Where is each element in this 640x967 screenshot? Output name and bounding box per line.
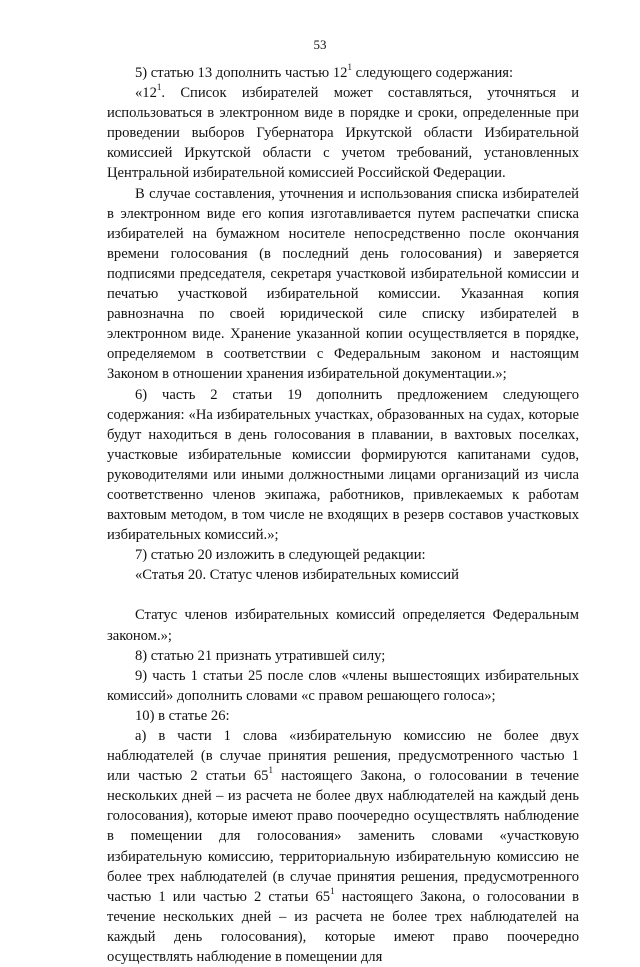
superscript: 1 — [268, 765, 273, 776]
text-run: В случае составления, уточнения и использования списка избирателей в электронном виде его копия изготавливается путем распечатки списка избирателей на бумажном носителе непосредственно после окончания времени голосования (в последний день голосования) и заверяется подписями председателя, секретаря участковой избирательной комиссии и печатью участковой избирательной комиссии. Указанная копия равнозначна по своей юридической силе списку избирателей в электронном виде. Хранение указанной копии осуществляется в порядке, определяемом в соответствии с Федеральным законом и настоящим Законом в отношении хранения избирательной документации.»; — [107, 185, 579, 383]
paragraph-p2 — [107, 83, 579, 183]
text-run: а) в части 1 слова «избирательную комиссию не более двух наблюдателей (в случае принятия решения, предусмотренного частью 1 или частью 2 статьи 65 — [107, 728, 579, 785]
paragraph-p10 — [107, 706, 579, 726]
paragraph-p7 — [107, 605, 579, 645]
paragraph-p9 — [107, 666, 579, 706]
text-run: 10) в статье 26: — [135, 707, 230, 724]
superscript: 1 — [347, 62, 352, 73]
paragraph-p1 — [107, 63, 579, 83]
text-run: настоящего Закона, о голосовании в течение нескольких дней – из расчета не более двух наблюдателей на каждый день голосования), которые имеют право поочередно осуществлять наблюдение в помещении для голосования» заменить словами «участковую избирательную комиссию, территориальную избирательную комиссию не более трех наблюдателей (в случае принятия решения, предусмотренного частью 1 или частью 2 статьи 65 — [107, 768, 579, 905]
page-number: 53 — [313, 37, 327, 52]
text-run: 9) часть 1 статьи 25 после слов «члены вышестоящих избирательных комиссий» дополнить словами «с правом решающего голоса»; — [107, 667, 579, 704]
paragraph-p11 — [107, 726, 579, 967]
paragraph-p4 — [107, 385, 579, 546]
paragraph-p8 — [107, 646, 579, 666]
text-run: 5) статью 13 дополнить частью 12 — [135, 65, 348, 81]
superscript: 1 — [330, 885, 335, 896]
text-run: 8) статью 21 признать утратившей силу; — [135, 647, 386, 664]
text-run: Статус членов избирательных комиссий определяется Федеральным законом.»; — [107, 607, 579, 644]
text-run: «12 — [135, 85, 157, 102]
document-body — [107, 63, 579, 967]
text-run: следующего содержания: — [351, 65, 514, 81]
text-run: настоящего Закона, о голосовании в течение нескольких дней – из расчета не более трех наблюдателей на каждый день голосования), которые имеют право поочередно осуществлять наблюдение в помещении для — [107, 888, 579, 966]
superscript: 1 — [156, 82, 162, 93]
paragraph-p5 — [107, 545, 579, 565]
paragraph-p6 — [107, 565, 579, 585]
text-run: . Список избирателей может составляться, уточняться и использоваться в электронном виде в порядке и сроки, определенные при проведении выборов Губернатора Иркутской области Избирательной комиссией Иркутской области с учетом требований, установленных Центральной избирательной комиссией Российской Федерации. — [107, 85, 579, 182]
text-run: 7) статью 20 изложить в следующей редакции: — [135, 547, 426, 564]
text-run: 6) часть 2 статьи 19 дополнить предложением следующего содержания: «На избирательных участках, образованных на судах, которые будут находиться в день голосования в плавании, в вахтовых поселках, участковые избирательные комиссии формируются капитанами судов, руководителями или иными должностными лицами организаций из числа соответственно членов экипажа, работников, привлекаемых к работам вахтовым методом, в том числе не входящих в резерв составов участковых избирательных комиссий.»; — [107, 386, 579, 544]
text-run: «Статья 20. Статус членов избирательных комиссий — [135, 567, 459, 584]
paragraph-p3 — [107, 184, 579, 385]
